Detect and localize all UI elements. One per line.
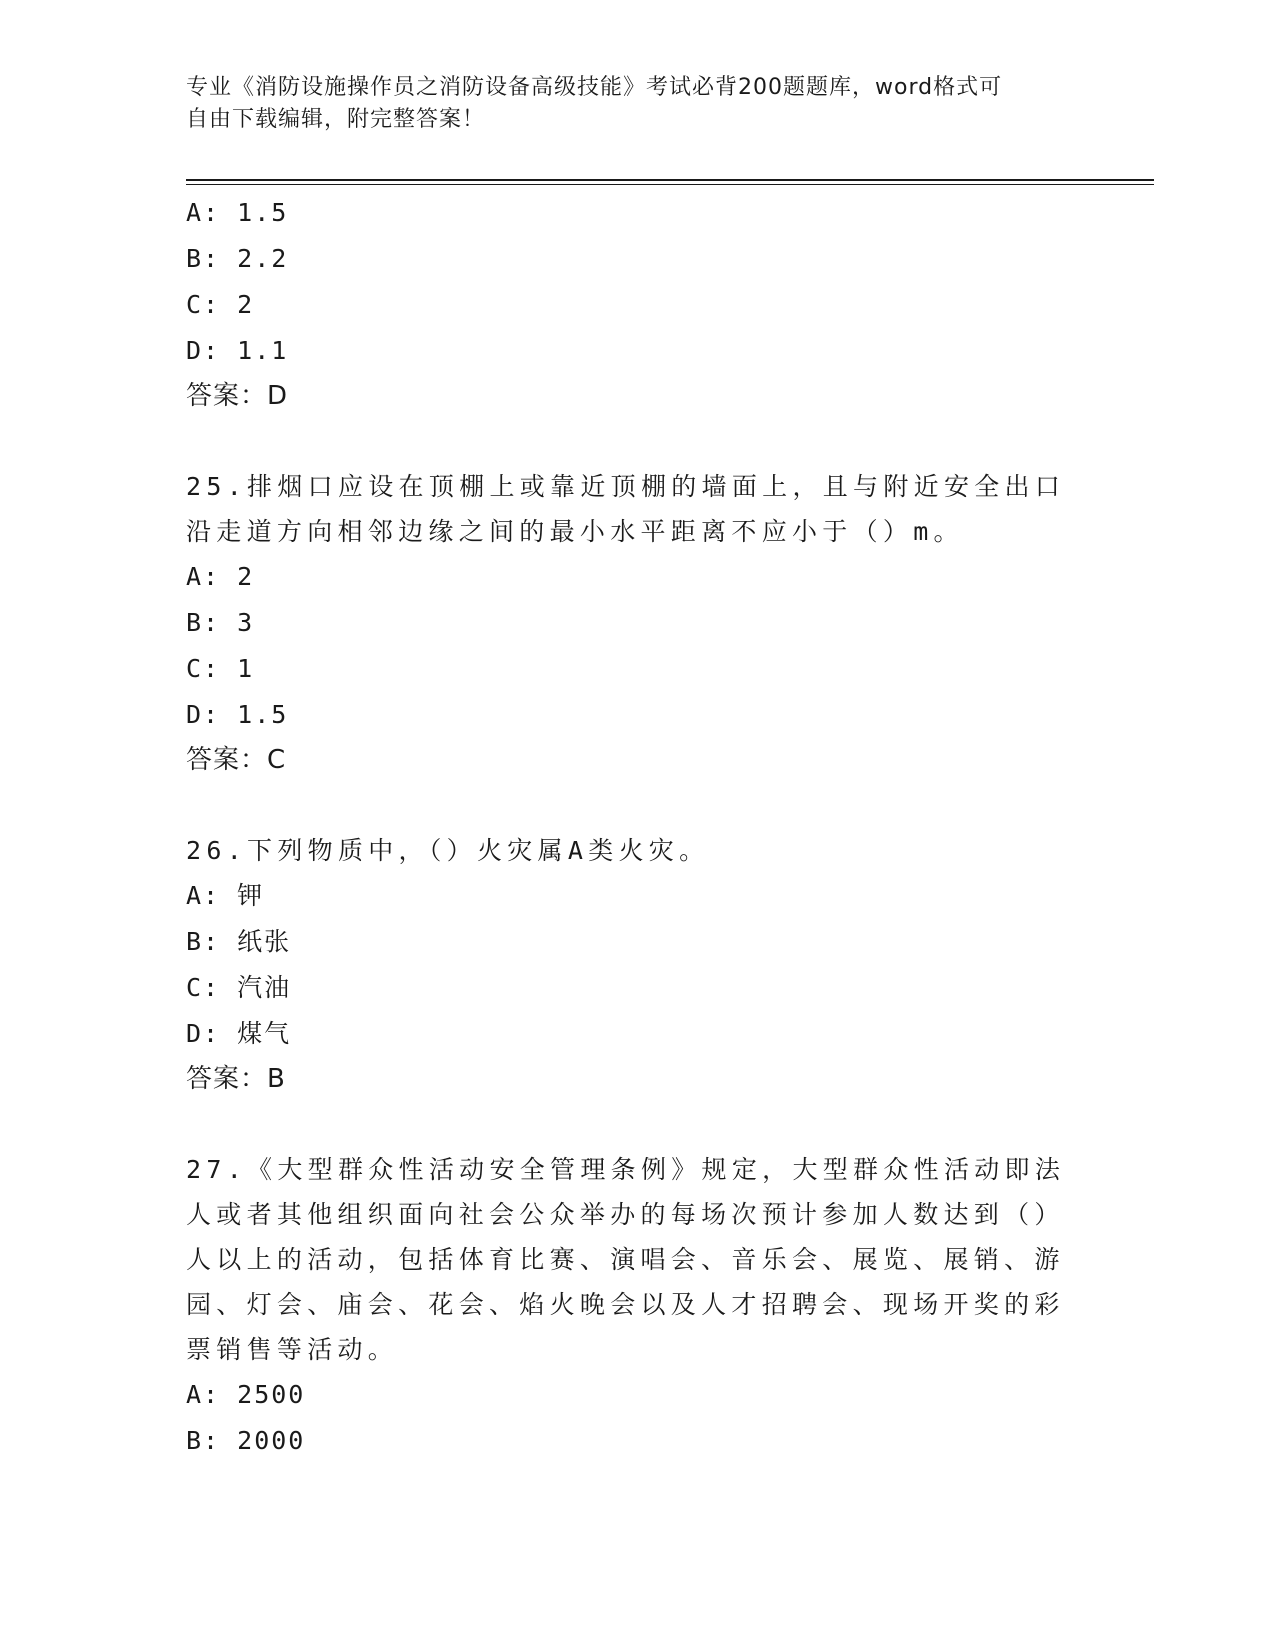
option-d: D: 煤气 (186, 1019, 292, 1048)
question-26 (186, 828, 1086, 1101)
question-25 (186, 464, 1086, 782)
option-b: B: 纸张 (186, 927, 292, 956)
document-header (186, 72, 1066, 136)
option-c: C: 汽油 (186, 973, 292, 1002)
option-a: A: 1.5 (186, 198, 289, 227)
question-text: 26.下列物质中，（）火灾属A类火灾。 (186, 836, 710, 865)
header-divider-thick (186, 179, 1154, 181)
option-b: B: 2.2 (186, 244, 289, 273)
header-divider-thin (186, 184, 1154, 185)
option-b: B: 3 (186, 608, 255, 637)
question-27 (186, 1147, 1086, 1464)
question-list (186, 190, 1086, 1464)
question-text: 25.排烟口应设在顶棚上或靠近顶棚的墙面上，且与附近安全出口沿走道方向相邻边缘之间的最小水平距离不应小于（）m。 (186, 472, 1066, 546)
answer-line: 答案：B (186, 1064, 286, 1094)
option-c: C: 1 (186, 654, 255, 683)
option-a: A: 2500 (186, 1380, 306, 1409)
spacer (186, 782, 1086, 828)
spacer (186, 418, 1086, 464)
answer-line: 答案：D (186, 381, 289, 411)
option-c: C: 2 (186, 290, 255, 319)
option-a: A: 2 (186, 562, 255, 591)
option-d: D: 1.5 (186, 700, 289, 729)
question-24-continued (186, 190, 1086, 418)
option-d: D: 1.1 (186, 336, 289, 365)
question-text: 27.《大型群众性活动安全管理条例》规定，大型群众性活动即法人或者其他组织面向社会公众举办的每场次预计参加人数达到（）人以上的活动，包括体育比赛、演唱会、音乐会、展览、展销、游园、灯会、庙会、花会、焰火晚会以及人才招聘会、现场开奖的彩票销售等活动。 (186, 1155, 1066, 1364)
header-line-1: 专业《消防设施操作员之消防设备高级技能》考试必背200题题库，word格式可 (186, 75, 1003, 100)
option-a: A: 钾 (186, 881, 265, 910)
header-line-2: 自由下载编辑，附完整答案！ (186, 107, 486, 132)
spacer (186, 1101, 1086, 1147)
option-b: B: 2000 (186, 1426, 306, 1455)
answer-line: 答案：C (186, 745, 287, 775)
